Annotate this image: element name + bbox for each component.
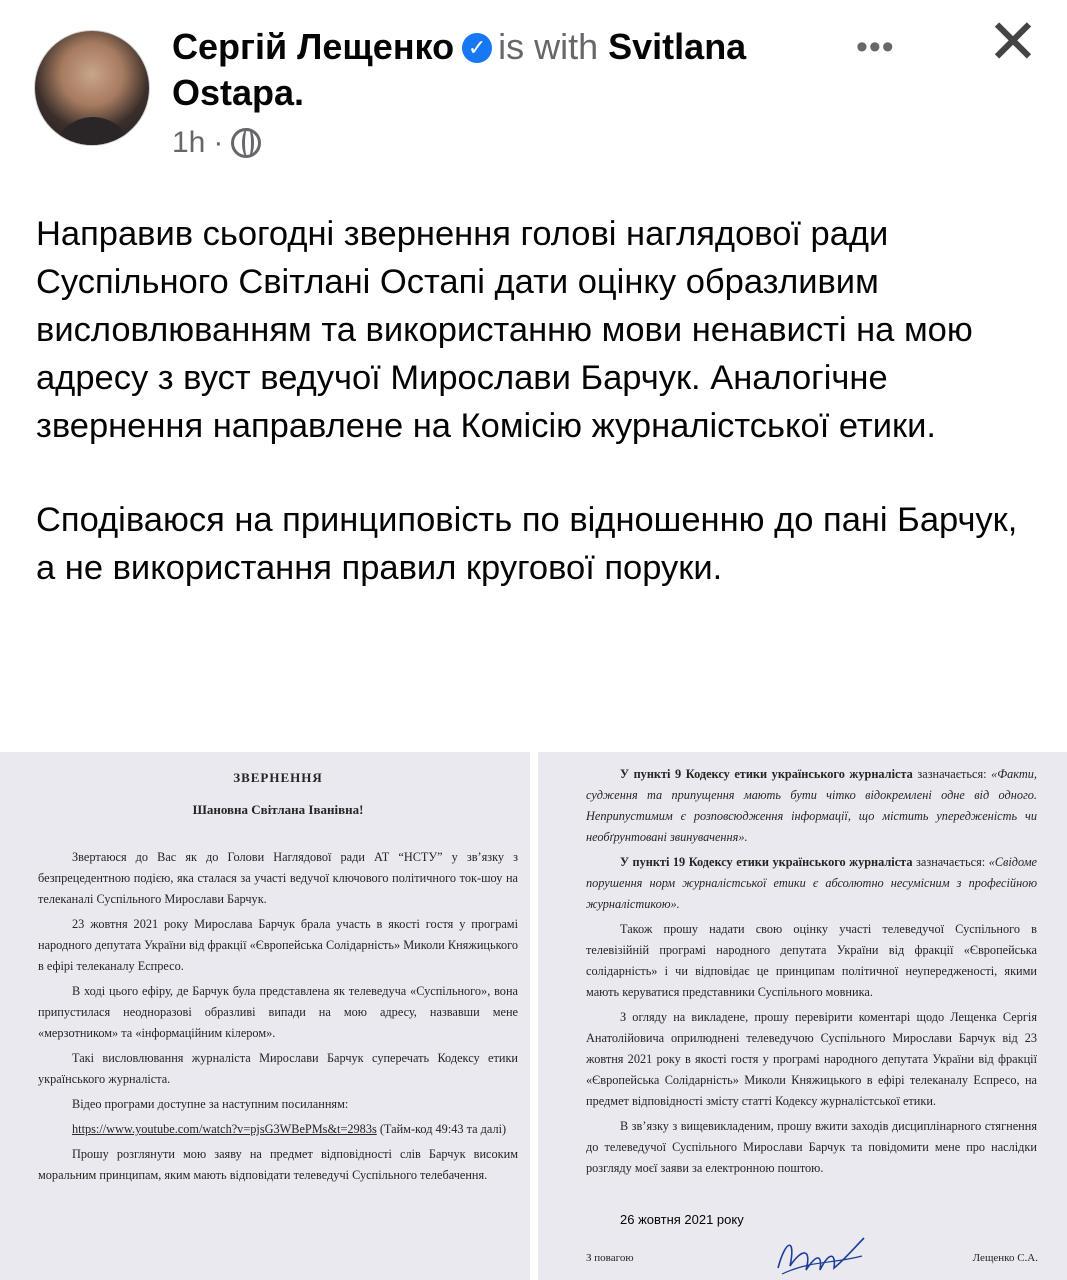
letter-left-p2: 23 жовтня 2021 року Мирослава Барчук брала участь в якості гостя у програмі народного депутата України від фракції «Європейська Солідарність» Миколи Княжицького в ефірі телеканалу Еспресо. [38, 917, 518, 973]
verified-badge-icon: ✓ [462, 33, 492, 63]
regards-text: З повагою [586, 1252, 634, 1264]
letter-right-p3: Також прошу надати свою оцінку участі телеведучої Суспільного в телевізійній програмі народного депутата України від фракції «Європейська солідарність» і чи відповідає це принципам політичної неупередженості, якими мають керуватися представники Суспільного мовника. [586, 922, 1037, 999]
letter-right-p4: З огляду на викладене, прошу перевірити коментарі щодо Лещенка Сергія Анатолійовича оприлюднені телеведучою Суспільного Мирослави Барчук від 23 жовтня 2021 року в якості гостя у програмі народного депутата України від фракції «Європейська Солідарність» Миколи Княжицького в ефірі телеканалу Еспресо, на предмет відповідності змісту статті Кодексу журналістської етики. [586, 1010, 1037, 1108]
letter-right-p5: В зв’язку з вищевикладеним, прошу вжити заходів дисциплінарного стягнення до телеведучої Суспільного Мирослави Барчук та повідомити мене про наслідки розгляду моєї заяви за електронною поштою. [586, 1119, 1037, 1175]
letter-title: ЗВЕРНЕННЯ [233, 770, 323, 785]
meta-separator: · [213, 126, 224, 159]
letter-date: 26 жовтня 2021 року [620, 1212, 744, 1227]
post-time[interactable]: 1h [172, 126, 206, 159]
tagged-name-last[interactable]: Ostapa [172, 72, 295, 113]
letter-left-p1: Звертаюся до Вас як до Голови Наглядової ради АТ “НСТУ” у зв’язку з безпрецедентною подією, яка сталася за участі ведучої ключового політичного ток-шоу на телеканалі Суспільного Мирослави Барчук. [38, 850, 518, 906]
letter-right-body [586, 764, 1037, 1179]
avatar[interactable] [34, 30, 150, 146]
clause-9-quote: «Факти, судження та припущення мають бути чітко відокремлені одне від одного. Неприпустимим є розповсюдження інформації, що містить упередженість чи необґрунтовані звинувачення». [586, 767, 1037, 844]
with-text: is with [498, 26, 599, 67]
letter-right-p1 [586, 764, 1037, 848]
letter-right-p2 [586, 852, 1037, 915]
letter-page-left[interactable] [0, 752, 530, 1280]
post-paragraph-2: Сподіваюся на принциповість по відношенню до пані Барчук, а не використання правил кругової поруки. [36, 501, 1018, 587]
more-options-button[interactable]: ••• [856, 28, 895, 66]
letter-left-p3: В ході цього ефіру, де Барчук була представлена як телеведуча «Суспільного», вона припустилася неодноразові образливі випади на мою адресу, назвавши мене «мерзотником» та «інформаційним кілером». [38, 984, 518, 1040]
close-button[interactable]: ✕ [987, 8, 1039, 77]
post-header [0, 0, 1067, 180]
letter-left-p4: Такі висловлювання журналіста Мирослави Барчук суперечать Кодексу етики українського журналіста. [38, 1051, 518, 1086]
letter-left-p7: Прошу розглянути мою заяву на предмет відповідності слів Барчук високим моральним принципам, яким мають відповідати телеведучі Суспільного телебачення. [38, 1147, 518, 1182]
author-line: Сергій Лещенко ✓ is with Svitlana Ostapa. [172, 26, 747, 113]
letter-salutation: Шановна Світлана Іванівна! [192, 802, 364, 817]
timecode-text: (Тайм-код 49:43 та далі) [376, 1122, 507, 1136]
author-name[interactable]: Сергій Лещенко [172, 26, 455, 67]
clause-19-rest: зазначається: [912, 855, 986, 869]
post-text [36, 210, 1026, 592]
clause-9-lead: У пункті 9 Кодексу етики українського журналіста [620, 767, 913, 781]
page-divider [530, 752, 538, 1280]
post-meta [172, 126, 261, 160]
video-link: https://www.youtube.com/watch?v=pjsG3WBePMs&t=2983s [72, 1122, 377, 1136]
clause-19-quote: «Свідоме порушення норм журналістської етики є абсолютно несумісним з професійною журналістикою». [586, 855, 1038, 911]
clause-19-lead: У пункті 19 Кодексу етики українського журналіста [620, 855, 913, 869]
signature-scribble [772, 1230, 868, 1280]
letter-left-p5: Відео програми доступне за наступним посиланням: [72, 1097, 349, 1111]
clause-9-rest: зазначається: [912, 767, 987, 781]
tagged-name-first[interactable]: Svitlana [608, 26, 747, 67]
letter-page-right[interactable] [538, 752, 1067, 1280]
globe-icon [231, 128, 261, 158]
post-paragraph-1: Направив сьогодні звернення голові наглядової ради Суспільного Світлані Остапі дати оцінку образливим висловлюванням та використанню мови ненависті на мою адресу з вуст ведучої Мирослави Барчук. Аналогічне звернення направлене на Комісію журналістської етики. [36, 215, 973, 445]
letter-left-p6 [38, 1119, 518, 1140]
signer-name: Лещенко С.А. [972, 1252, 1038, 1264]
letter-left-body [38, 847, 518, 1186]
